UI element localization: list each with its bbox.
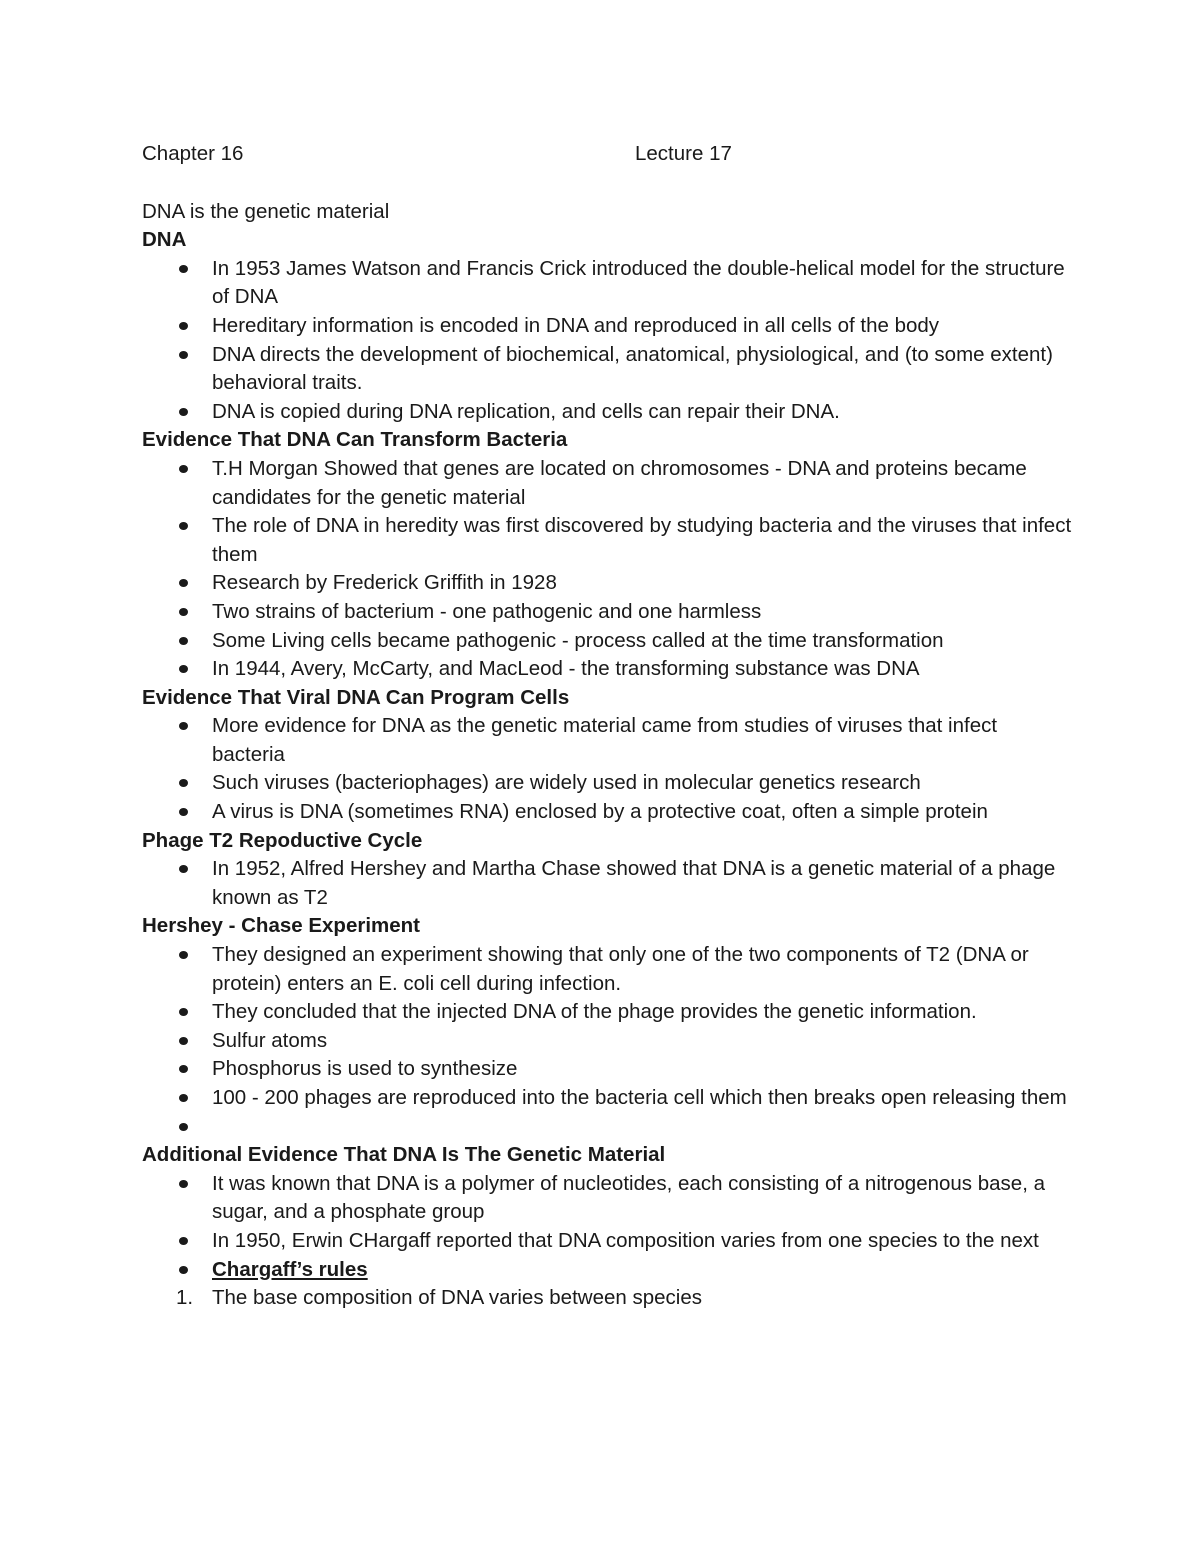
bullet-list <box>142 1170 1072 1284</box>
intro-line: DNA is the genetic material <box>142 199 390 223</box>
list-item <box>142 769 1072 798</box>
bullet-icon <box>179 579 188 587</box>
bullet-icon <box>179 779 188 787</box>
bullet-icon <box>179 351 188 359</box>
section-heading: Additional Evidence That DNA Is The Genetic Material <box>142 1143 666 1167</box>
bullet-icon <box>179 1237 188 1245</box>
item-number: 1. <box>176 1286 194 1310</box>
list-item-text: Such viruses (bacteriophages) are widely used in molecular genetics research <box>212 771 921 795</box>
list-item-text: Research by Frederick Griffith in 1928 <box>212 571 557 595</box>
bullet-icon <box>179 465 188 473</box>
chapter-label: Chapter 16 <box>142 142 244 165</box>
bullet-icon <box>179 1094 188 1102</box>
bullet-icon <box>179 322 188 330</box>
bullet-list <box>142 255 1072 427</box>
chargaff-rules-label: Chargaff’s rules <box>212 1257 368 1281</box>
bullet-icon <box>179 1065 188 1073</box>
bullet-icon <box>179 665 188 673</box>
list-item <box>142 569 1072 598</box>
section-heading: DNA <box>142 228 187 252</box>
list-item-text: More evidence for DNA as the genetic material came from studies of viruses that infect bacteria <box>212 714 998 766</box>
list-item <box>142 998 1072 1027</box>
list-item-text: In 1944, Avery, McCarty, and MacLeod - the transforming substance was DNA <box>212 657 920 681</box>
section-additional-evidence <box>142 1141 1072 1313</box>
section-dna <box>142 226 1072 426</box>
list-item-text: DNA is copied during DNA replication, and cells can repair their DNA. <box>212 399 840 423</box>
bullet-list <box>142 941 1072 1141</box>
list-item-text: Sulfur atoms <box>212 1028 328 1052</box>
numbered-item-text: The base composition of DNA varies between species <box>212 1286 702 1310</box>
list-item <box>142 627 1072 656</box>
list-item-text: The role of DNA in heredity was first discovered by studying bacteria and the viruses that infect them <box>212 514 1072 566</box>
section-heading: Evidence That DNA Can Transform Bacteria <box>142 428 568 452</box>
list-item <box>142 855 1072 912</box>
list-item <box>142 798 1072 827</box>
bullet-icon <box>179 808 188 816</box>
list-item <box>142 941 1072 998</box>
bullet-icon <box>179 608 188 616</box>
list-item <box>142 398 1072 427</box>
list-item <box>142 1027 1072 1056</box>
bullet-icon <box>179 1180 188 1188</box>
list-item <box>142 455 1072 512</box>
list-item-text: In 1950, Erwin CHargaff reported that DNA composition varies from one species to the next <box>212 1228 1039 1252</box>
list-item-text: In 1953 James Watson and Francis Crick introduced the double-helical model for the structure of DNA <box>212 256 1065 309</box>
bullet-icon <box>179 1008 188 1016</box>
bullet-icon <box>179 951 188 959</box>
section-heading: Hershey - Chase Experiment <box>142 914 421 938</box>
list-item-text: In 1952, Alfred Hershey and Martha Chase showed that DNA is a genetic material of a phage known as T2 <box>212 857 1056 909</box>
bullet-icon <box>179 1123 188 1131</box>
bullet-icon <box>179 865 188 873</box>
list-item-text: It was known that DNA is a polymer of nucleotides, each consisting of a nitrogenous base, a sugar, and a phosphate group <box>212 1171 1045 1224</box>
bullet-list <box>142 712 1072 826</box>
list-item <box>142 1055 1072 1084</box>
document-page <box>142 140 1072 1313</box>
list-item <box>142 312 1072 341</box>
bullet-icon <box>179 1266 188 1274</box>
list-item-text: 100 - 200 phages are reproduced into the bacteria cell which then breaks open releasing them <box>212 1086 1067 1109</box>
list-item <box>142 655 1072 684</box>
list-item <box>142 598 1072 627</box>
lecture-label: Lecture 17 <box>635 142 732 165</box>
list-item-text: Two strains of bacterium - one pathogenic and one harmless <box>212 599 762 623</box>
list-item-text: Some Living cells became pathogenic - process called at the time transformation <box>212 628 944 652</box>
list-item <box>142 1256 1072 1285</box>
bullet-list <box>142 455 1072 684</box>
bullet-icon <box>179 722 188 730</box>
list-item-empty <box>142 1113 1072 1142</box>
list-item-text: They designed an experiment showing that only one of the two components of T2 (DNA or protein) enters an E. coli cell during infection. <box>212 943 1029 995</box>
section-hershey-chase <box>142 912 1072 1141</box>
numbered-list <box>142 1284 1072 1313</box>
list-item-text: T.H Morgan Showed that genes are located on chromosomes - DNA and proteins became candidates for the genetic material <box>212 456 1027 509</box>
list-item <box>142 341 1072 398</box>
header-line <box>142 140 1072 169</box>
section-transform-bacteria <box>142 426 1072 683</box>
list-item-text: Hereditary information is encoded in DNA and reproduced in all cells of the body <box>212 313 940 337</box>
bullet-icon <box>179 408 188 416</box>
bullet-list <box>142 855 1072 912</box>
section-heading: Phage T2 Repoductive Cycle <box>142 828 423 852</box>
numbered-item <box>142 1284 1072 1313</box>
bullet-icon <box>179 637 188 645</box>
list-item <box>142 255 1072 312</box>
section-viral-dna <box>142 684 1072 827</box>
bullet-icon <box>179 1037 188 1045</box>
bullet-icon <box>179 265 188 273</box>
list-item <box>142 1170 1072 1227</box>
list-item <box>142 1227 1072 1256</box>
list-item <box>142 712 1072 769</box>
list-item <box>142 512 1072 569</box>
section-phage-t2 <box>142 827 1072 913</box>
list-item <box>142 1084 1072 1113</box>
list-item-text: A virus is DNA (sometimes RNA) enclosed by a protective coat, often a simple protein <box>212 800 988 824</box>
bullet-icon <box>179 522 188 530</box>
section-heading: Evidence That Viral DNA Can Program Cells <box>142 685 570 709</box>
list-item-text: Phosphorus is used to synthesize <box>212 1057 518 1081</box>
list-item-text: They concluded that the injected DNA of the phage provides the genetic information. <box>212 1000 977 1024</box>
list-item-text: DNA directs the development of biochemical, anatomical, physiological, and (to some extent) behavioral traits. <box>212 342 1053 395</box>
